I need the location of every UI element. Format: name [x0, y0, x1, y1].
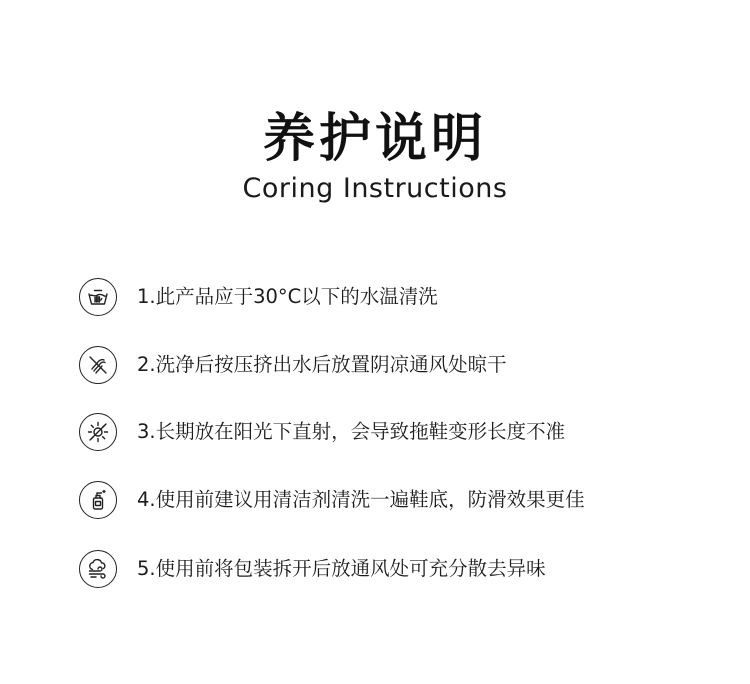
care-instruction-text: 2.洗净后按压挤出水后放置阴凉通风处晾干: [137, 353, 507, 376]
no-sunlight-icon: [79, 413, 117, 451]
ventilation-wind-icon: [79, 550, 117, 588]
care-instruction-text: 5.使用前将包装拆开后放通风处可充分散去异味: [137, 557, 546, 580]
list-item: [79, 277, 438, 317]
care-instruction-text: 1.此产品应于30°C以下的水温清洗: [137, 285, 438, 308]
care-instruction-text: 3.长期放在阳光下直射，会导致拖鞋变形长度不准: [137, 420, 566, 443]
list-item: [79, 549, 546, 589]
care-instruction-text: 4.使用前建议用清洁剂清洗一遍鞋底，防滑效果更佳: [137, 488, 585, 511]
no-wring-icon: [79, 346, 117, 384]
list-item: [79, 412, 565, 452]
list-item: [79, 480, 585, 520]
page-subtitle: Coring Instructions: [242, 173, 508, 204]
hand-wash-icon: [79, 278, 117, 316]
list-item: [79, 345, 507, 385]
page-title: 养护说明: [262, 109, 487, 169]
detergent-bottle-icon: [79, 481, 117, 519]
